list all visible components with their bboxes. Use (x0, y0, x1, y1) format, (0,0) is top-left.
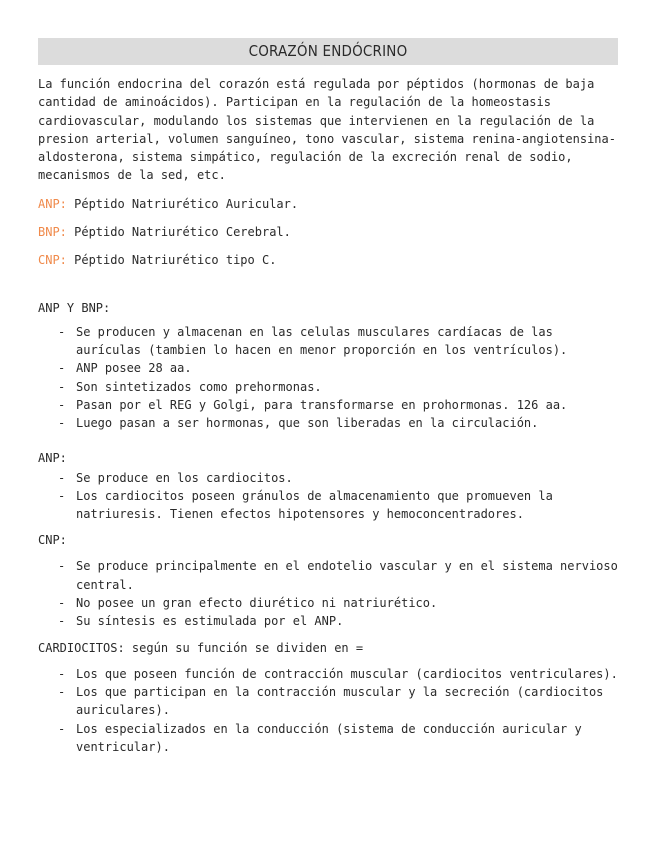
bullet-list (38, 665, 618, 756)
intro-paragraph: La función endocrina del corazón está regulada por péptidos (hormonas de baja cantidad de aminoácidos). Participan en la regulación de la homeostasis cardiovascular, modulando los sistemas que intervienen en la regulación de la presion arterial, volumen sanguíneo, tono vascular, sistema renina-angiotensina-aldosterona, sistema simpático, regulación de la excreción renal de sodio, mecanismos de la sed, etc. (38, 77, 616, 183)
bullet-list (38, 323, 618, 433)
abbreviation-anp (38, 195, 618, 213)
list-item: - Los cardiocitos poseen gránulos de almacenamiento que promueven la natriuresis. Tienen efectos hipotensores y hemoconcentradores. (38, 487, 618, 524)
list-item: - Su síntesis es estimulada por el ANP. (38, 612, 618, 630)
list-item: - Pasan por el REG y Golgi, para transformarse en prohormonas. 126 aa. (38, 396, 618, 414)
section-anp (38, 449, 618, 524)
section-cardiocitos (38, 639, 618, 756)
section-title: CNP: (38, 533, 67, 548)
document-page (38, 38, 618, 756)
acronym-definition: Péptido Natriurético Cerebral. (66, 224, 291, 239)
acronym-definition: Péptido Natriurético Auricular. (66, 196, 299, 211)
abbreviation-list (38, 195, 618, 269)
bullet-list (38, 557, 618, 630)
page-title: CORAZÓN ENDÓCRINO (38, 38, 618, 65)
list-item: - Los que poseen función de contracción muscular (cardiocitos ventriculares). (38, 665, 618, 683)
section-title: CARDIOCITOS: según su función se dividen en = (38, 640, 364, 655)
abbreviation-bnp (38, 223, 618, 241)
list-item: - Se produce principalmente en el endotelio vascular y en el sistema nervioso central. (38, 557, 618, 594)
acronym: ANP: (38, 196, 67, 211)
abbreviation-cnp (38, 251, 618, 269)
section-title: ANP: (38, 450, 67, 465)
list-item: - Se produce en los cardiocitos. (38, 469, 618, 487)
list-item: - Son sintetizados como prehormonas. (38, 378, 618, 396)
acronym: CNP: (38, 252, 67, 267)
list-item: - No posee un gran efecto diurético ni natriurético. (38, 594, 618, 612)
list-item: - ANP posee 28 aa. (38, 359, 618, 377)
list-item: - Los especializados en la conducción (sistema de conducción auricular y ventricular). (38, 720, 618, 757)
section-title: ANP Y BNP: (38, 300, 111, 315)
section-anp-bnp (38, 299, 618, 433)
section-cnp (38, 531, 618, 630)
list-item: - Luego pasan a ser hormonas, que son liberadas en la circulación. (38, 414, 618, 432)
bullet-list (38, 469, 618, 524)
acronym-definition: Péptido Natriurético tipo C. (66, 252, 277, 267)
acronym: BNP: (38, 224, 67, 239)
list-item: - Los que participan en la contracción muscular y la secreción (cardiocitos auriculares). (38, 683, 618, 720)
list-item: - Se producen y almacenan en las celulas musculares cardíacas de las aurículas (tambien lo hacen en menor proporción en los ventrículos). (38, 323, 618, 360)
